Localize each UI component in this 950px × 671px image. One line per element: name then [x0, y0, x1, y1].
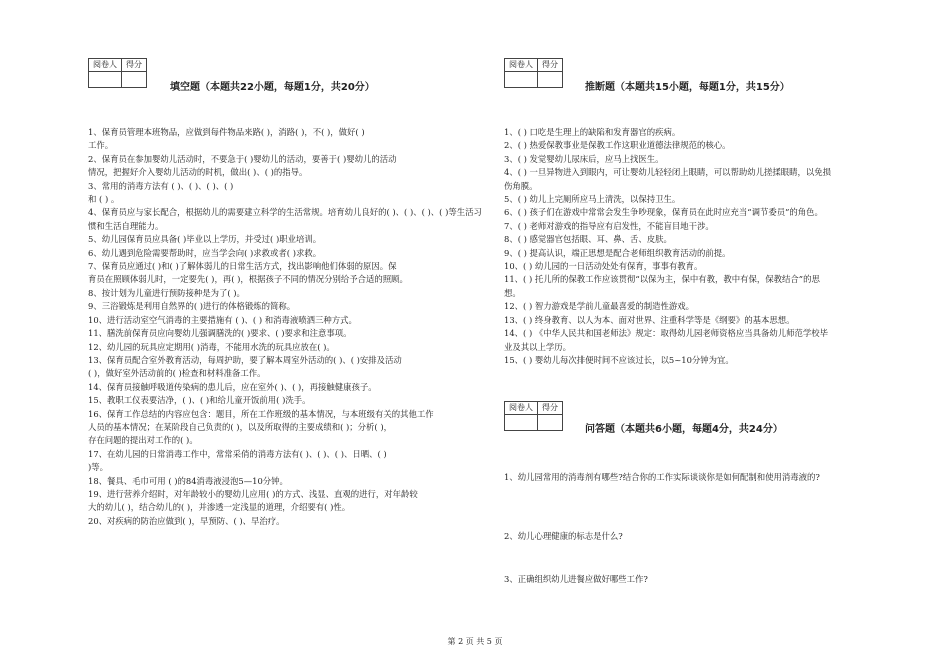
fill-question-line: 11、膳洗前保育员应向婴幼儿强调膳洗的( )要求、( )要求和注意事项。 — [88, 328, 352, 339]
fill-question-list — [88, 126, 488, 528]
fill-question-line: 10、进行活动室空气消毒的主要措施有 ( )、( ) 和消毒液喷洒三种方式。 — [88, 314, 357, 325]
judge-question-line: 15、( ) 婴幼儿每次排便时间不应该过长，以5~10分钟为宜。 — [504, 354, 734, 365]
score-box-qa — [504, 401, 563, 431]
judge-question-line: 5、( ) 幼儿上完厕所应马上清洗，以保持卫生。 — [504, 194, 681, 205]
score-box-score-label: 得分 — [538, 402, 563, 415]
judge-question-line: 3、( ) 发觉婴幼儿尿床后，应马上找医生。 — [504, 153, 664, 164]
fill-question-line: 育员在照顾体弱儿时，一定要先( )，再( )，根据孩子不同的情况分别给予合适的照顾。 — [88, 274, 408, 285]
judge-question-line: 13、( ) 终身教育、以人为本、面对世界、注重科学等是《纲要》的基本思想。 — [504, 314, 795, 325]
qa-section-title: 问答题（本题共6小题，每题4分，共24分） — [585, 424, 783, 435]
score-box-reviewer-cell[interactable] — [505, 72, 538, 88]
judge-question-line: 12、( ) 智力游戏是学前儿童最喜爱的制造性游戏。 — [504, 301, 695, 312]
fill-question-line: 1、保育员管理本班物品，应做到每件物品来路( )，消路( )，不( )，做好( ) — [88, 127, 365, 137]
qa-question-3: 3、正确组织幼儿进餐应做好哪些工作? — [504, 574, 648, 584]
score-box-judge — [504, 58, 563, 88]
score-box-reviewer-label: 阅卷人 — [89, 59, 122, 72]
judge-question-line: 伤角膜。 — [504, 180, 538, 191]
score-box-reviewer-label: 阅卷人 — [505, 402, 538, 415]
judge-question-line: 7、( ) 老师对游戏的指导应有启发性，不能盲目地干涉。 — [504, 220, 714, 231]
judge-question-line: 9、( ) 提高认识，端正思想是配合老师组织教育活动的前提。 — [504, 247, 731, 258]
fill-question-line: 7、保育员应通过( )和( )了解体弱儿的日常生活方式，找出影响他们体弱的原因。保 — [88, 261, 397, 272]
score-box-reviewer-cell[interactable] — [89, 72, 122, 88]
fill-question-line: 6、幼儿遇到危险需要帮助时，应当学会向( )求救或者( )求救。 — [88, 247, 322, 258]
fill-question-line: 5、幼儿园保育员应具备( )毕业以上学历，并受过( )职业培训。 — [88, 234, 322, 245]
judge-section-title: 推断题（本题共15小题，每题1分，共15分） — [585, 82, 790, 93]
fill-question-line: 大的幼儿( )，结合幼儿的( )，并渗透一定浅显的道理，介绍要有( )性。 — [88, 502, 351, 513]
score-box-score-cell[interactable] — [538, 415, 563, 431]
fill-question-line: 4、保育员应与家长配合，根据幼儿的需要建立科学的生活常规。培育幼儿良好的( )、( )、( )、( )等生活习惯和生活自理能力。 — [88, 207, 482, 231]
fill-question-line: 和 ( ) 。 — [88, 194, 120, 205]
score-box-score-label: 得分 — [122, 59, 147, 72]
judge-question-line: 14、( ) 《中华人民共和国老师法》规定：取得幼儿园老师资格应当具备幼儿师范学校毕 — [504, 328, 829, 339]
judge-question-line: 6、( ) 孩子们在游戏中常常会发生争吵现象，保育员在此时应充当“调节委员”的角色。 — [504, 207, 823, 218]
fill-question-line: )等。 — [88, 462, 109, 473]
fill-question-line: 17、在幼儿园的日常消毒工作中，常常采俏的消毒方法有( )、( )、( )、日晒、( ) — [88, 448, 387, 459]
judge-question-line: 业及其以上学历。 — [504, 341, 571, 352]
score-box-score-cell[interactable] — [122, 72, 147, 88]
fill-question-line: 工作。 — [88, 140, 114, 151]
judge-question-line: 2、( ) 热爱保教事业是保教工作这职业道德法律规范的核心。 — [504, 140, 731, 151]
score-box-fill — [88, 58, 147, 88]
fill-question-line: 19、进行营养介绍时，对年龄较小的婴幼儿应用( )的方式、浅显、直观的进行，对年龄较 — [88, 488, 418, 499]
judge-question-line: 1、( ) 口吃是生理上的缺陷和发育器官的疾病。 — [504, 127, 681, 137]
fill-question-line: 16、保育工作总结的内容应包含：题目，所在工作班级的基本情况，与本班级有关的其他工作 — [88, 408, 434, 419]
fill-question-line: 3、常用的消毒方法有 ( )、( )、( )、( ) — [88, 180, 234, 191]
fill-question-line: 14、保育员接触呼吸道传染病的患儿后，应在室外( )、( )，再接触健康孩子。 — [88, 381, 377, 392]
fill-question-line: 2、保育员在参加婴幼儿活动时，不要急于( )婴幼儿的活动，要善于( )婴幼儿的活动 — [88, 153, 397, 164]
qa-question-2: 2、幼儿心理健康的标志是什么? — [504, 531, 623, 541]
page-footer: 第 2 页 共 5 页 — [447, 637, 503, 646]
fill-question-line: 9、三浴锻炼是利用自然界的( )进行的体格锻炼的简称。 — [88, 301, 296, 312]
fill-question-line: 情况，把握好介入婴幼儿活动的时机，做出( )、( )的指导。 — [88, 167, 308, 178]
fill-question-line: 18、餐具、毛巾可用 ( )的84消毒液浸泡5—10分钟。 — [88, 475, 288, 486]
fill-question-line: 20、对疾病的防治应做到( )，早预防、( )、早治疗。 — [88, 515, 285, 526]
score-box-score-label: 得分 — [538, 59, 563, 72]
judge-question-line: 4、( ) 一旦异物进入到眼内，可让婴幼儿轻轻闭上眼睛，可以帮助幼儿搓揉眼睛，以免损 — [504, 167, 832, 178]
judge-question-line: 10、( ) 幼儿园的一日活动处处有保育，事事有教育。 — [504, 261, 703, 272]
fill-question-line: ( )，做好室外活动前的( )检查和材料准备工作。 — [88, 368, 266, 379]
score-box-reviewer-cell[interactable] — [505, 415, 538, 431]
fill-section-title: 填空题（本题共22小题，每题1分，共20分） — [170, 82, 375, 93]
fill-question-line: 12、幼儿园的玩具应定期用( )消毒，不能用水洗的玩具应放在( )。 — [88, 341, 335, 352]
fill-question-line: 8、按计划为儿童进行预防接种是为了( )。 — [88, 287, 245, 298]
fill-question-line: 人员的基本情况；在某阶段自己负责的( )，以及所取得的主要成绩和( )；分析( )， — [88, 421, 392, 432]
judge-question-line: 8、( ) 感觉器官包括眼、耳、鼻、舌、皮肤。 — [504, 234, 672, 245]
fill-question-line: 15、教职工仪表要洁净，( )、( )和给儿童开饭前用( )洗手。 — [88, 395, 311, 406]
fill-question-line: 13、保育员配合室外教育活动，每周护助，要了解本周室外活动的( )、( )安排及活动 — [88, 354, 402, 365]
score-box-reviewer-label: 阅卷人 — [505, 59, 538, 72]
score-box-score-cell[interactable] — [538, 72, 563, 88]
judge-question-line: 想。 — [504, 287, 521, 298]
fill-question-line: 存在问题的提出对工作的( )。 — [88, 435, 198, 446]
judge-question-list — [504, 126, 910, 367]
qa-question-1: 1、幼儿园常用的消毒剂有哪些?结合你的工作实际谈谈你是如何配制和使用消毒液的? — [504, 472, 820, 482]
judge-question-line: 11、( ) 托儿所的保教工作应该贯彻“以保为主，保中有教，教中有保，保教结合”的思 — [504, 274, 820, 285]
